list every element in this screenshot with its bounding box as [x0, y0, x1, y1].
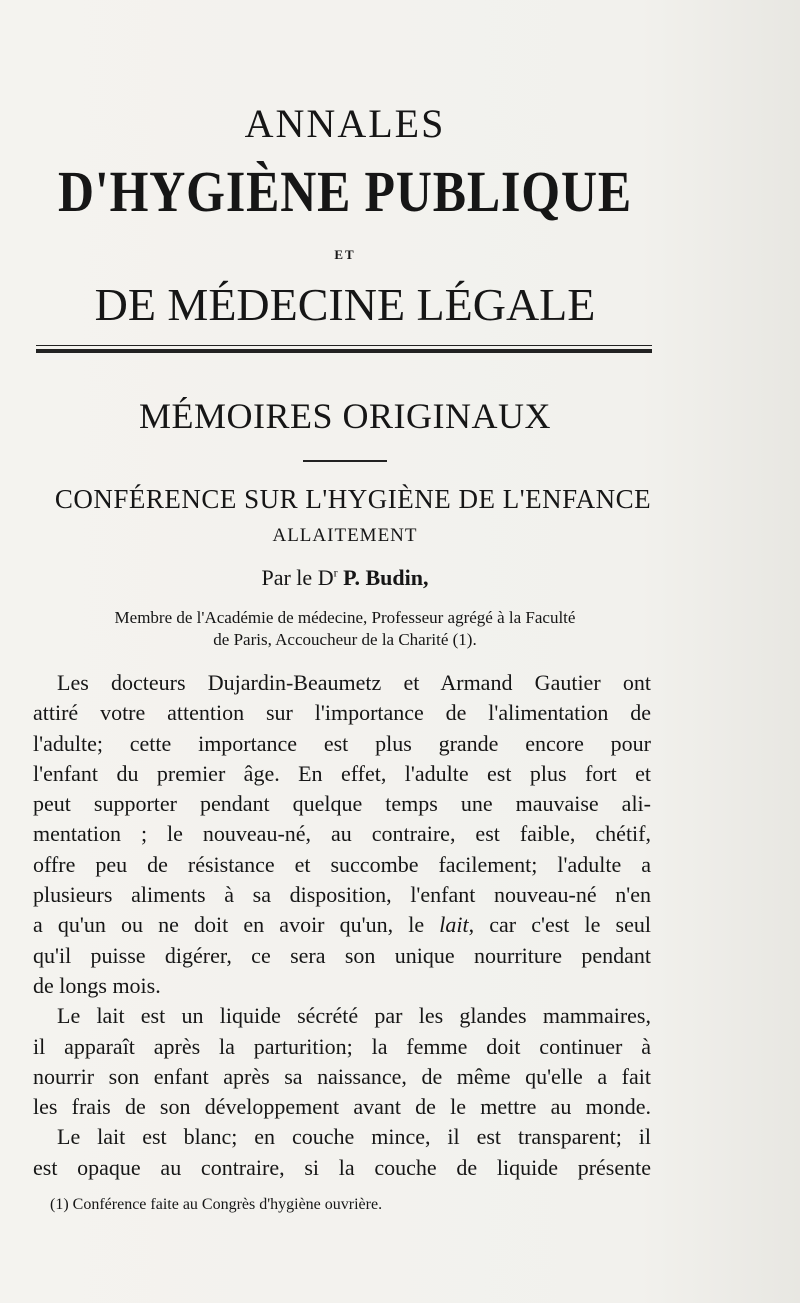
- text-line: Les docteurs Dujardin-Beaumetz et Armand Gautier ont: [57, 670, 651, 695]
- text-line: les frais de son développement avant de le mettre au monde.: [33, 1094, 651, 1120]
- affiliation-line-2: de Paris, Accoucheur de la Charité (1).: [213, 630, 477, 649]
- paragraph-1: [33, 668, 651, 1001]
- text-line: a qu'un ou ne doit en avoir qu'un, le lait, car c'est le seul: [33, 912, 651, 938]
- byline-sup: r: [333, 565, 338, 580]
- journal-title-medecine: DE MÉDECINE LÉGALE: [94, 279, 596, 330]
- article-body: [33, 668, 651, 1183]
- author-affiliation: [30, 607, 660, 651]
- text-line: peut supporter pendant quelque temps une mauvaise ali-: [33, 791, 651, 817]
- paragraph-3: [33, 1122, 651, 1183]
- text-line: attiré votre attention sur l'importance de l'alimentation de: [33, 700, 651, 726]
- text-line: il apparaît après la parturition; la femme doit continuer à: [33, 1033, 651, 1059]
- header-rule-thick: [36, 349, 652, 353]
- text-line: l'adulte; cette importance est plus grande encore pour: [33, 730, 651, 756]
- text-line: Le lait est blanc; en couche mince, il est transparent; il: [57, 1124, 651, 1150]
- text-line: Le lait est un liquide sécrété par les glandes mammaires,: [57, 1003, 651, 1029]
- text-line: offre peu de résistance et succombe facilement; l'adulte a: [33, 851, 651, 877]
- text-line: l'enfant du premier âge. En effet, l'adulte est plus fort et: [33, 760, 651, 786]
- text-line: plusieurs aliments à sa disposition, l'enfant nouveau-né n'en: [33, 882, 651, 908]
- article-byline: [0, 565, 690, 591]
- text-line: nourrir son enfant après sa naissance, de même qu'elle a fait: [33, 1063, 651, 1089]
- section-title: MÉMOIRES ORIGINAUX: [139, 396, 551, 436]
- text-line: est opaque au contraire, si la couche de liquide présente: [33, 1154, 651, 1180]
- author-name: P. Budin,: [343, 565, 429, 590]
- text-line: de longs mois.: [33, 972, 161, 998]
- journal-title-hygiene: D'HYGIÈNE PUBLIQUE: [58, 159, 632, 224]
- paragraph-2: [33, 1001, 651, 1122]
- text-line: mentation ; le nouveau-né, au contraire, est faible, chétif,: [33, 821, 651, 847]
- article-subtitle: ALLAITEMENT: [272, 525, 418, 546]
- text-line: qu'il puisse digérer, ce sera son unique nourriture pendant: [33, 942, 651, 968]
- affiliation-line-1: Membre de l'Académie de médecine, Professeur agrégé à la Faculté: [114, 608, 576, 627]
- header-rule-thin: [36, 345, 652, 346]
- article-title: CONFÉRENCE SUR L'HYGIÈNE DE L'ENFANCE: [54, 484, 652, 514]
- section-divider: [303, 460, 387, 462]
- footnote: (1) Conférence faite au Congrès d'hygiène ouvrière.: [50, 1196, 383, 1213]
- journal-title-annales: ANNALES: [244, 101, 446, 146]
- journal-title-et: ET: [334, 247, 356, 262]
- byline-prefix: Par le D: [261, 565, 334, 590]
